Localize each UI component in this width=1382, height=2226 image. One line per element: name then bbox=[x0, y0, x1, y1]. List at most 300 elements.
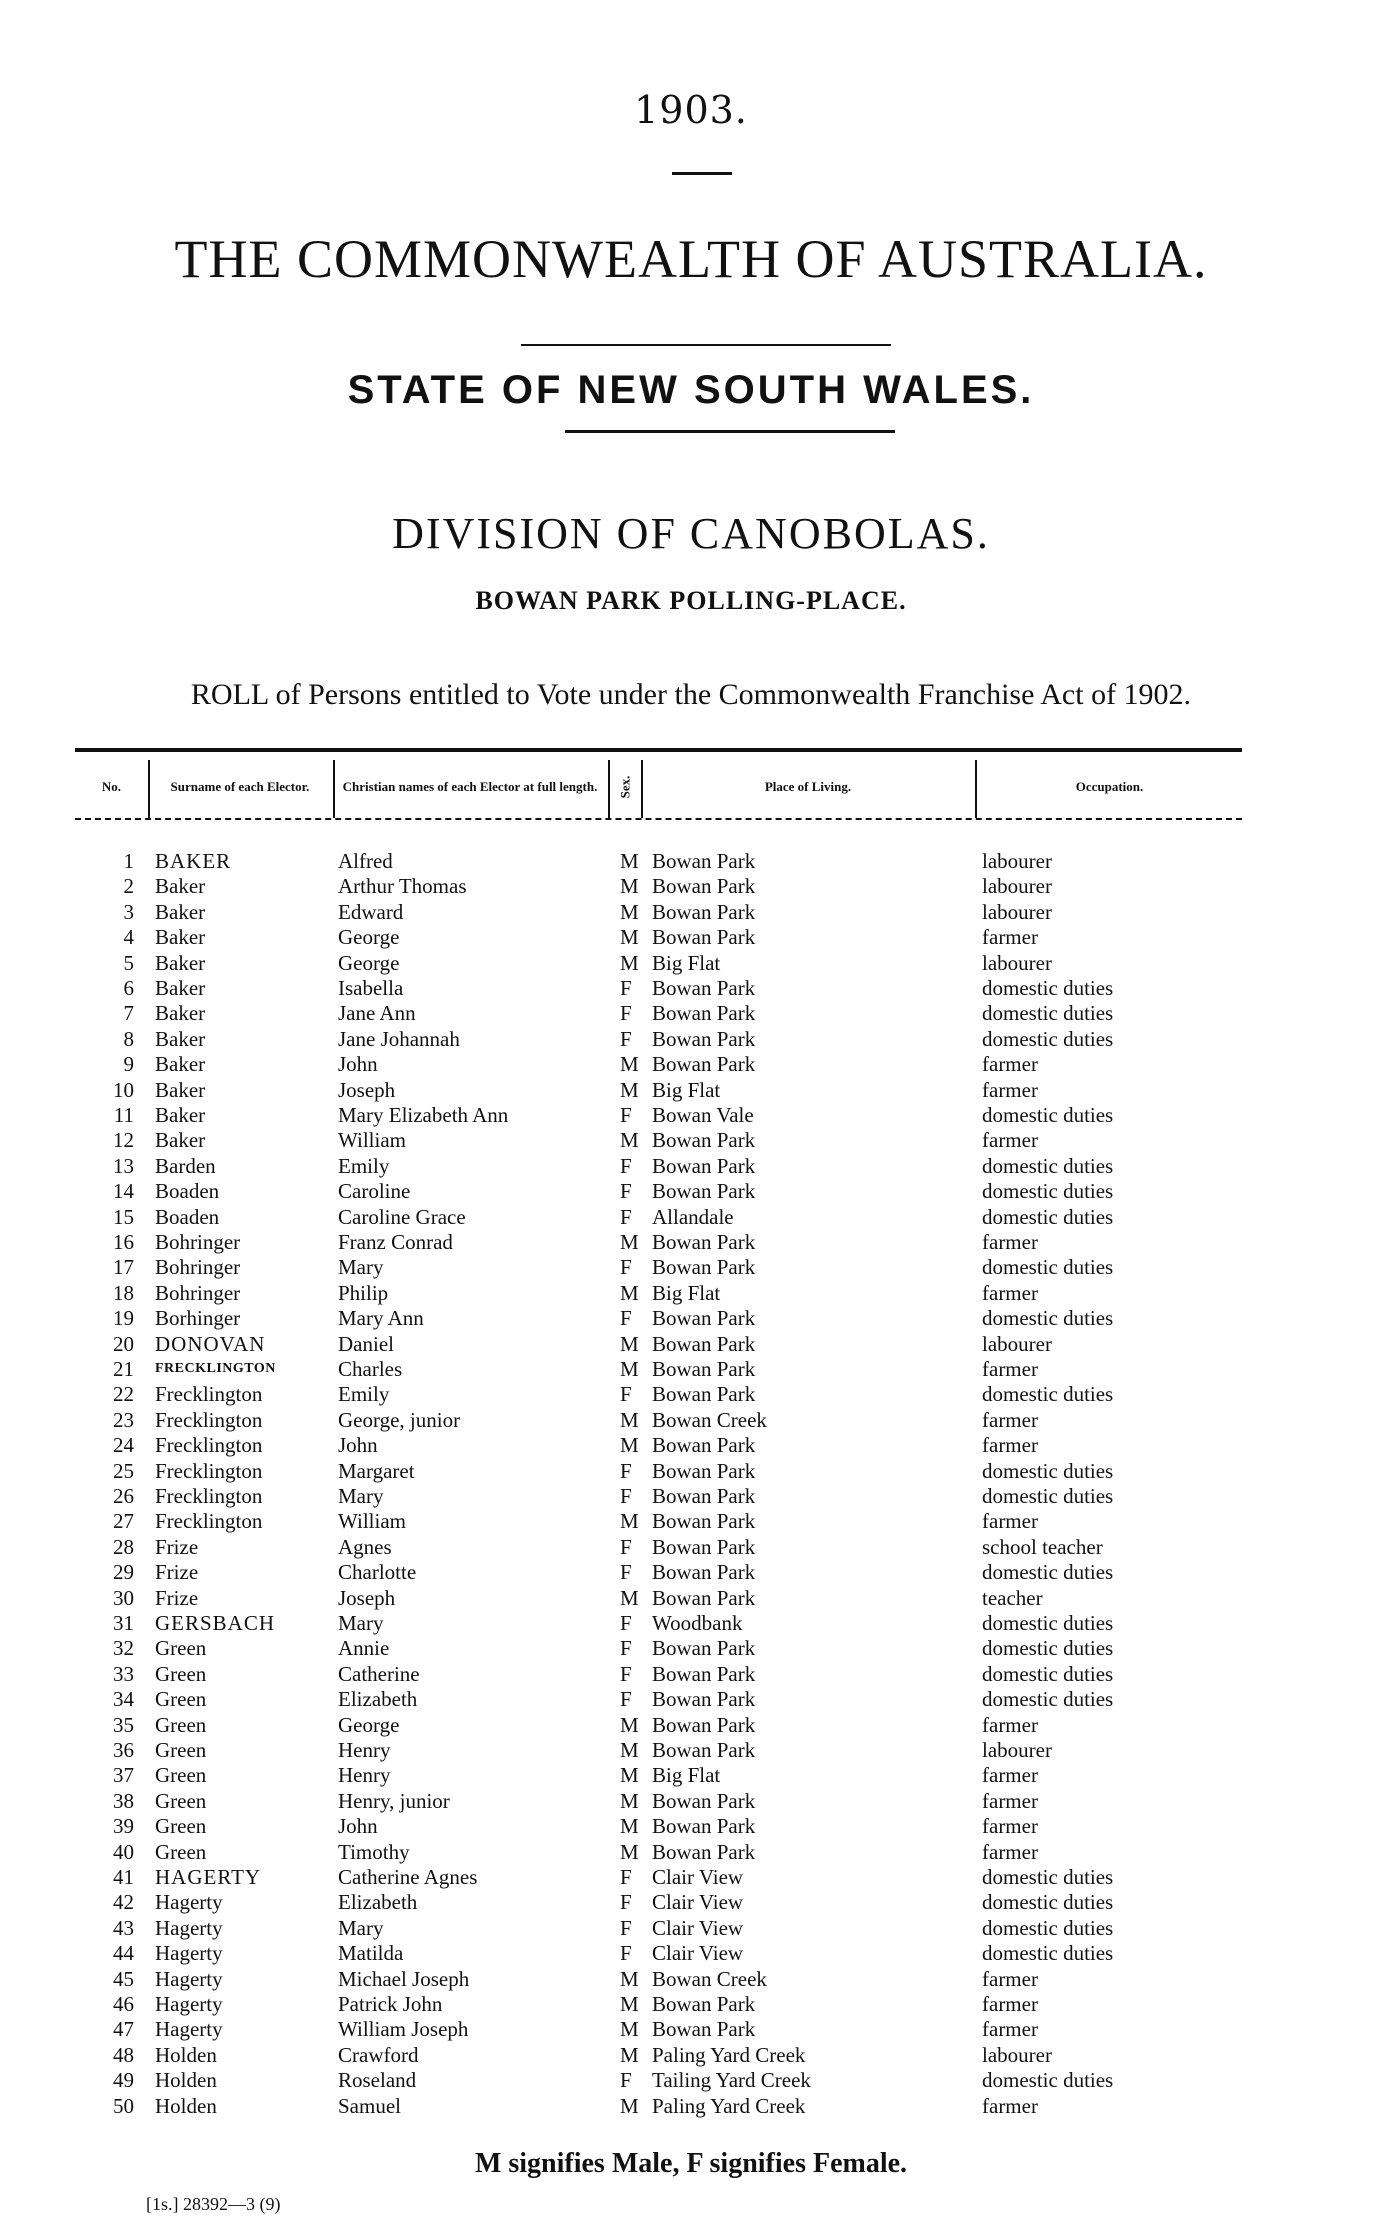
elector-occupation: domestic duties bbox=[982, 1484, 1114, 1508]
elector-sex: M bbox=[620, 1077, 639, 1102]
table-row bbox=[0, 950, 1382, 976]
elector-sex: M bbox=[620, 874, 639, 899]
elector-surname: Frecklington bbox=[155, 1484, 263, 1508]
elector-place-of-living: Bowan Creek bbox=[652, 1966, 767, 1991]
elector-christian-names: Patrick John bbox=[338, 1992, 443, 2016]
elector-surname: Frize bbox=[155, 1585, 199, 1610]
elector-occupation: domestic duties bbox=[982, 1026, 1114, 1051]
table-row bbox=[0, 1813, 1382, 1839]
elector-sex: F bbox=[620, 1026, 632, 1051]
elector-sex: M bbox=[620, 1738, 639, 1762]
elector-sex: M bbox=[620, 1712, 639, 1737]
elector-number: 27 bbox=[113, 1509, 134, 1534]
state-title: STATE OF NEW SOUTH WALES. bbox=[347, 368, 1035, 412]
table-row bbox=[0, 1077, 1382, 1103]
elector-number: 47 bbox=[113, 2017, 134, 2042]
elector-christian-names: Mary Elizabeth Ann bbox=[338, 1103, 509, 1127]
elector-occupation: farmer bbox=[982, 1966, 1038, 1991]
table-row bbox=[0, 1788, 1382, 1814]
elector-sex: M bbox=[620, 925, 639, 950]
table-row bbox=[0, 899, 1382, 925]
elector-sex: M bbox=[620, 2042, 639, 2067]
elector-number: 6 bbox=[123, 976, 134, 1000]
elector-occupation: farmer bbox=[982, 1128, 1038, 1153]
elector-number: 35 bbox=[113, 1712, 134, 1737]
elector-christian-names: William bbox=[338, 1509, 406, 1534]
elector-surname: Green bbox=[155, 1814, 207, 1839]
elector-number: 49 bbox=[113, 2068, 134, 2093]
elector-number: 30 bbox=[113, 1585, 134, 1610]
elector-surname: Frize bbox=[155, 1560, 199, 1585]
elector-sex: M bbox=[620, 1992, 639, 2016]
elector-occupation: domestic duties bbox=[982, 1204, 1114, 1229]
elector-occupation: domestic duties bbox=[982, 1560, 1114, 1585]
table-row bbox=[0, 1331, 1382, 1357]
elector-occupation: domestic duties bbox=[982, 1179, 1114, 1204]
elector-occupation: domestic duties bbox=[982, 1458, 1114, 1483]
elector-sex: F bbox=[620, 1204, 632, 1229]
elector-surname: Baker bbox=[155, 1077, 206, 1102]
elector-number: 10 bbox=[113, 1077, 134, 1102]
elector-sex: M bbox=[620, 1331, 639, 1356]
elector-place-of-living: Clair View bbox=[652, 1915, 744, 1940]
elector-surname: Baker bbox=[155, 899, 206, 924]
elector-occupation: labourer bbox=[982, 1738, 1052, 1762]
elector-place-of-living: Bowan Park bbox=[652, 1052, 756, 1077]
table-row bbox=[0, 1407, 1382, 1433]
elector-place-of-living: Clair View bbox=[652, 1941, 744, 1966]
elector-place-of-living: Bowan Park bbox=[652, 1153, 756, 1178]
elector-christian-names: Mary bbox=[338, 1915, 384, 1940]
elector-place-of-living: Bowan Park bbox=[652, 849, 756, 873]
header-sex bbox=[610, 756, 640, 818]
elector-place-of-living: Bowan Park bbox=[652, 1357, 756, 1381]
elector-christian-names: Henry bbox=[338, 1763, 391, 1788]
elector-place-of-living: Bowan Park bbox=[652, 1560, 756, 1585]
elector-number: 38 bbox=[113, 1788, 134, 1813]
elector-occupation: farmer bbox=[982, 1712, 1038, 1737]
elector-number: 15 bbox=[113, 1204, 134, 1229]
elector-surname: Frecklington bbox=[155, 1458, 263, 1483]
elector-occupation: domestic duties bbox=[982, 1001, 1114, 1026]
table-row bbox=[0, 1178, 1382, 1204]
elector-occupation: farmer bbox=[982, 2093, 1038, 2118]
elector-place-of-living: Bowan Park bbox=[652, 1839, 756, 1864]
elector-occupation: farmer bbox=[982, 1992, 1038, 2016]
elector-occupation: domestic duties bbox=[982, 1661, 1114, 1686]
elector-number: 48 bbox=[113, 2042, 134, 2067]
elector-sex: F bbox=[620, 976, 632, 1000]
elector-surname: Borhinger bbox=[155, 1306, 241, 1331]
table-row bbox=[0, 1712, 1382, 1738]
elector-sex: M bbox=[620, 899, 639, 924]
elector-sex: M bbox=[620, 2017, 639, 2042]
elector-surname: Holden bbox=[155, 2093, 217, 2118]
elector-place-of-living: Paling Yard Creek bbox=[652, 2093, 806, 2118]
elector-number: 46 bbox=[113, 1992, 134, 2016]
table-row bbox=[0, 1254, 1382, 1280]
elector-number: 37 bbox=[113, 1763, 134, 1788]
elector-sex: M bbox=[620, 950, 639, 975]
year-heading: 1903. bbox=[634, 88, 748, 132]
elector-number: 14 bbox=[113, 1179, 134, 1204]
elector-place-of-living: Bowan Park bbox=[652, 1001, 756, 1026]
elector-surname: Green bbox=[155, 1636, 207, 1661]
table-row bbox=[0, 848, 1382, 874]
header-sex-label: Sex. bbox=[617, 775, 632, 799]
table-row bbox=[0, 1686, 1382, 1712]
elector-christian-names: George bbox=[338, 1712, 400, 1737]
elector-occupation: labourer bbox=[982, 874, 1052, 899]
elector-christian-names: Agnes bbox=[338, 1534, 392, 1559]
table-row bbox=[0, 1991, 1382, 2017]
elector-surname: Green bbox=[155, 1661, 207, 1686]
elector-place-of-living: Bowan Park bbox=[652, 1661, 756, 1686]
elector-occupation: teacher bbox=[982, 1585, 1043, 1610]
table-row bbox=[0, 1026, 1382, 1052]
elector-sex: M bbox=[620, 1230, 639, 1254]
elector-place-of-living: Bowan Park bbox=[652, 2017, 756, 2042]
elector-sex: M bbox=[620, 1585, 639, 1610]
elector-surname: HAGERTY bbox=[155, 1865, 262, 1889]
elector-christian-names: Annie bbox=[338, 1636, 390, 1661]
elector-place-of-living: Paling Yard Creek bbox=[652, 2042, 806, 2067]
elector-christian-names: Emily bbox=[338, 1382, 390, 1407]
elector-surname: Hagerty bbox=[155, 1890, 223, 1915]
elector-place-of-living: Allandale bbox=[652, 1204, 734, 1229]
elector-surname: Bohringer bbox=[155, 1255, 241, 1280]
elector-number: 45 bbox=[113, 1966, 134, 1991]
elector-christian-names: Mary Ann bbox=[338, 1306, 424, 1331]
elector-christian-names: William bbox=[338, 1128, 406, 1153]
elector-number: 34 bbox=[113, 1687, 134, 1712]
elector-occupation: labourer bbox=[982, 1331, 1052, 1356]
elector-sex: F bbox=[620, 1458, 632, 1483]
elector-place-of-living: Bowan Creek bbox=[652, 1407, 767, 1432]
elector-surname: Bohringer bbox=[155, 1280, 241, 1305]
elector-place-of-living: Bowan Park bbox=[652, 1484, 756, 1508]
elector-place-of-living: Big Flat bbox=[652, 950, 721, 975]
table-row bbox=[0, 2067, 1382, 2093]
elector-surname: Barden bbox=[155, 1153, 216, 1178]
table-row bbox=[0, 1559, 1382, 1585]
elector-surname: Hagerty bbox=[155, 1992, 223, 2016]
elector-number: 20 bbox=[113, 1331, 134, 1356]
elector-number: 21 bbox=[113, 1357, 134, 1381]
header-occupation: Occupation. bbox=[1075, 779, 1144, 794]
elector-place-of-living: Bowan Park bbox=[652, 1255, 756, 1280]
elector-christian-names: Catherine Agnes bbox=[338, 1865, 478, 1889]
elector-christian-names: Daniel bbox=[338, 1331, 394, 1356]
elector-occupation: farmer bbox=[982, 1509, 1038, 1534]
elector-sex: M bbox=[620, 2093, 639, 2118]
elector-christian-names: Joseph bbox=[338, 1077, 396, 1102]
elector-sex: M bbox=[620, 1509, 639, 1534]
table-row bbox=[0, 1762, 1382, 1788]
elector-sex: M bbox=[620, 1357, 639, 1381]
elector-place-of-living: Bowan Park bbox=[652, 1992, 756, 2016]
table-row bbox=[0, 1635, 1382, 1661]
elector-surname: Frecklington bbox=[155, 1407, 263, 1432]
elector-christian-names: George bbox=[338, 925, 400, 950]
table-row bbox=[0, 873, 1382, 899]
elector-sex: M bbox=[620, 1052, 639, 1077]
divider-rule bbox=[521, 344, 891, 346]
elector-christian-names: Mary bbox=[338, 1255, 384, 1280]
elector-christian-names: Charlotte bbox=[338, 1560, 417, 1585]
elector-surname: Baker bbox=[155, 874, 206, 899]
elector-christian-names: John bbox=[338, 1052, 378, 1077]
elector-sex: M bbox=[620, 1433, 639, 1458]
elector-surname: Frecklington bbox=[155, 1382, 263, 1407]
elector-sex: M bbox=[620, 1280, 639, 1305]
table-top-rule bbox=[75, 748, 1242, 752]
header-no: No. bbox=[101, 779, 122, 794]
table-row bbox=[0, 1661, 1382, 1687]
elector-place-of-living: Bowan Park bbox=[652, 1128, 756, 1153]
table-row bbox=[0, 1204, 1382, 1230]
elector-place-of-living: Bowan Park bbox=[652, 1026, 756, 1051]
elector-sex: F bbox=[620, 2068, 632, 2093]
elector-sex: M bbox=[620, 1839, 639, 1864]
elector-occupation: domestic duties bbox=[982, 2068, 1114, 2093]
elector-occupation: domestic duties bbox=[982, 1255, 1114, 1280]
elector-surname: Bohringer bbox=[155, 1230, 241, 1254]
elector-sex: M bbox=[620, 849, 639, 873]
elector-number: 28 bbox=[113, 1534, 134, 1559]
division-title: DIVISION OF CANOBOLAS. bbox=[392, 509, 990, 558]
elector-occupation: farmer bbox=[982, 1814, 1038, 1839]
table-row bbox=[0, 1915, 1382, 1941]
elector-christian-names: Timothy bbox=[338, 1839, 410, 1864]
elector-number: 23 bbox=[113, 1407, 134, 1432]
elector-number: 19 bbox=[113, 1306, 134, 1331]
elector-surname: Baker bbox=[155, 976, 206, 1000]
elector-occupation: farmer bbox=[982, 1433, 1038, 1458]
elector-occupation: farmer bbox=[982, 1077, 1038, 1102]
elector-sex: F bbox=[620, 1636, 632, 1661]
elector-christian-names: Alfred bbox=[338, 849, 393, 873]
elector-place-of-living: Bowan Park bbox=[652, 1788, 756, 1813]
table-row bbox=[0, 1483, 1382, 1509]
elector-sex: F bbox=[620, 1611, 632, 1635]
elector-christian-names: Caroline bbox=[338, 1179, 411, 1204]
elector-surname: Green bbox=[155, 1763, 207, 1788]
elector-occupation: domestic duties bbox=[982, 1687, 1114, 1712]
elector-christian-names: Henry bbox=[338, 1738, 391, 1762]
elector-occupation: farmer bbox=[982, 1407, 1038, 1432]
elector-occupation: domestic duties bbox=[982, 1865, 1114, 1889]
elector-number: 26 bbox=[113, 1484, 134, 1508]
elector-number: 50 bbox=[113, 2093, 134, 2118]
roll-title: ROLL of Persons entitled to Vote under the Commonwealth Franchise Act of 1902. bbox=[190, 678, 1192, 711]
elector-surname: Frize bbox=[155, 1534, 199, 1559]
elector-place-of-living: Bowan Park bbox=[652, 874, 756, 899]
elector-occupation: farmer bbox=[982, 1357, 1038, 1381]
elector-christian-names: Samuel bbox=[338, 2093, 401, 2118]
elector-sex: F bbox=[620, 1484, 632, 1508]
elector-place-of-living: Bowan Park bbox=[652, 1636, 756, 1661]
elector-christian-names: Caroline Grace bbox=[338, 1204, 466, 1229]
elector-christian-names: John bbox=[338, 1814, 378, 1839]
elector-number: 5 bbox=[123, 950, 134, 975]
elector-occupation: labourer bbox=[982, 2042, 1052, 2067]
elector-christian-names: Emily bbox=[338, 1153, 390, 1178]
sex-legend: M signifies Male, F signifies Female. bbox=[474, 2148, 908, 2179]
elector-sex: M bbox=[620, 1763, 639, 1788]
table-row bbox=[0, 924, 1382, 950]
table-row bbox=[0, 975, 1382, 1001]
elector-place-of-living: Clair View bbox=[652, 1890, 744, 1915]
table-row bbox=[0, 1000, 1382, 1026]
elector-sex: M bbox=[620, 1128, 639, 1153]
elector-christian-names: Mary bbox=[338, 1611, 384, 1635]
table-row bbox=[0, 1102, 1382, 1128]
elector-place-of-living: Bowan Park bbox=[652, 1179, 756, 1204]
elector-place-of-living: Bowan Park bbox=[652, 1814, 756, 1839]
elector-christian-names: George, junior bbox=[338, 1407, 461, 1432]
table-row bbox=[0, 2042, 1382, 2068]
elector-surname: Baker bbox=[155, 950, 206, 975]
table-row bbox=[0, 1940, 1382, 1966]
elector-surname: Baker bbox=[155, 1128, 206, 1153]
elector-christian-names: Mary bbox=[338, 1484, 384, 1508]
elector-christian-names: Margaret bbox=[338, 1458, 415, 1483]
elector-place-of-living: Bowan Park bbox=[652, 976, 756, 1000]
elector-occupation: domestic duties bbox=[982, 1103, 1114, 1127]
elector-surname: Green bbox=[155, 1738, 207, 1762]
header-christian-names: Christian names of each Elector at full length. bbox=[342, 779, 598, 794]
elector-place-of-living: Bowan Park bbox=[652, 1306, 756, 1331]
elector-surname: BAKER bbox=[155, 849, 232, 873]
elector-occupation: school teacher bbox=[982, 1534, 1103, 1559]
elector-sex: F bbox=[620, 1306, 632, 1331]
elector-surname: Green bbox=[155, 1687, 207, 1712]
elector-occupation: domestic duties bbox=[982, 1915, 1114, 1940]
table-row bbox=[0, 2093, 1382, 2119]
elector-sex: F bbox=[620, 1153, 632, 1178]
elector-occupation: domestic duties bbox=[982, 1382, 1114, 1407]
elector-occupation: domestic duties bbox=[982, 1890, 1114, 1915]
table-row bbox=[0, 2016, 1382, 2042]
table-row bbox=[0, 1966, 1382, 1992]
elector-number: 1 bbox=[123, 849, 134, 873]
elector-number: 32 bbox=[113, 1636, 134, 1661]
elector-sex: F bbox=[620, 1661, 632, 1686]
elector-occupation: domestic duties bbox=[982, 1941, 1114, 1966]
table-row bbox=[0, 1229, 1382, 1255]
elector-place-of-living: Bowan Park bbox=[652, 1585, 756, 1610]
table-row bbox=[0, 1585, 1382, 1611]
elector-place-of-living: Bowan Park bbox=[652, 1458, 756, 1483]
elector-surname: Green bbox=[155, 1839, 207, 1864]
elector-christian-names: Catherine bbox=[338, 1661, 420, 1686]
elector-sex: F bbox=[620, 1687, 632, 1712]
elector-christian-names: Crawford bbox=[338, 2042, 419, 2067]
elector-occupation: domestic duties bbox=[982, 1306, 1114, 1331]
elector-number: 29 bbox=[113, 1560, 134, 1585]
elector-place-of-living: Bowan Park bbox=[652, 1534, 756, 1559]
elector-surname: GERSBACH bbox=[155, 1611, 276, 1635]
table-row bbox=[0, 1153, 1382, 1179]
elector-place-of-living: Bowan Park bbox=[652, 925, 756, 950]
elector-occupation: domestic duties bbox=[982, 1611, 1114, 1635]
table-row bbox=[0, 1864, 1382, 1890]
table-row bbox=[0, 1381, 1382, 1407]
elector-place-of-living: Bowan Park bbox=[652, 1230, 756, 1254]
elector-number: 39 bbox=[113, 1814, 134, 1839]
elector-place-of-living: Big Flat bbox=[652, 1280, 721, 1305]
elector-place-of-living: Bowan Park bbox=[652, 1738, 756, 1762]
elector-christian-names: Elizabeth bbox=[338, 1687, 418, 1712]
elector-number: 3 bbox=[123, 899, 134, 924]
elector-place-of-living: Bowan Park bbox=[652, 1382, 756, 1407]
elector-number: 18 bbox=[113, 1280, 134, 1305]
elector-place-of-living: Clair View bbox=[652, 1865, 744, 1889]
elector-surname: Hagerty bbox=[155, 1966, 223, 1991]
elector-surname: Holden bbox=[155, 2068, 217, 2093]
elector-sex: F bbox=[620, 1179, 632, 1204]
elector-number: 13 bbox=[113, 1153, 134, 1178]
elector-occupation: farmer bbox=[982, 1763, 1038, 1788]
elector-surname: FRECKLINGTON bbox=[155, 1361, 276, 1376]
table-row bbox=[0, 1051, 1382, 1077]
divider-rule bbox=[565, 430, 895, 433]
elector-occupation: labourer bbox=[982, 849, 1052, 873]
elector-occupation: farmer bbox=[982, 1280, 1038, 1305]
elector-number: 41 bbox=[113, 1865, 134, 1889]
elector-sex: F bbox=[620, 1382, 632, 1407]
elector-christian-names: Elizabeth bbox=[338, 1890, 418, 1915]
elector-place-of-living: Woodbank bbox=[652, 1611, 743, 1635]
elector-sex: F bbox=[620, 1103, 632, 1127]
elector-sex: F bbox=[620, 1890, 632, 1915]
elector-occupation: farmer bbox=[982, 2017, 1038, 2042]
elector-sex: F bbox=[620, 1915, 632, 1940]
elector-christian-names: Philip bbox=[338, 1280, 389, 1305]
elector-surname: DONOVAN bbox=[155, 1331, 266, 1356]
elector-christian-names: Isabella bbox=[338, 976, 404, 1000]
elector-place-of-living: Tailing Yard Creek bbox=[652, 2068, 811, 2093]
elector-surname: Hagerty bbox=[155, 1941, 223, 1966]
elector-occupation: labourer bbox=[982, 950, 1052, 975]
elector-occupation: farmer bbox=[982, 1230, 1038, 1254]
elector-christian-names: Charles bbox=[338, 1357, 403, 1381]
elector-place-of-living: Bowan Vale bbox=[652, 1103, 754, 1127]
table-row bbox=[0, 1127, 1382, 1153]
header-place: Place of Living. bbox=[764, 779, 852, 794]
elector-surname: Boaden bbox=[155, 1204, 220, 1229]
elector-christian-names: Joseph bbox=[338, 1585, 396, 1610]
elector-surname: Baker bbox=[155, 1103, 206, 1127]
elector-occupation: domestic duties bbox=[982, 1153, 1114, 1178]
elector-christian-names: John bbox=[338, 1433, 378, 1458]
elector-sex: M bbox=[620, 1966, 639, 1991]
elector-sex: M bbox=[620, 1407, 639, 1432]
elector-christian-names: Henry, junior bbox=[338, 1788, 450, 1813]
elector-number: 43 bbox=[113, 1915, 134, 1940]
elector-place-of-living: Bowan Park bbox=[652, 1687, 756, 1712]
elector-christian-names: Edward bbox=[338, 899, 404, 924]
elector-number: 36 bbox=[113, 1738, 134, 1762]
elector-surname: Hagerty bbox=[155, 1915, 223, 1940]
elector-number: 44 bbox=[113, 1941, 134, 1966]
header-surname: Surname of each Elector. bbox=[170, 779, 310, 794]
elector-surname: Holden bbox=[155, 2042, 217, 2067]
elector-surname: Frecklington bbox=[155, 1433, 263, 1458]
elector-number: 11 bbox=[113, 1103, 134, 1127]
elector-occupation: labourer bbox=[982, 899, 1052, 924]
